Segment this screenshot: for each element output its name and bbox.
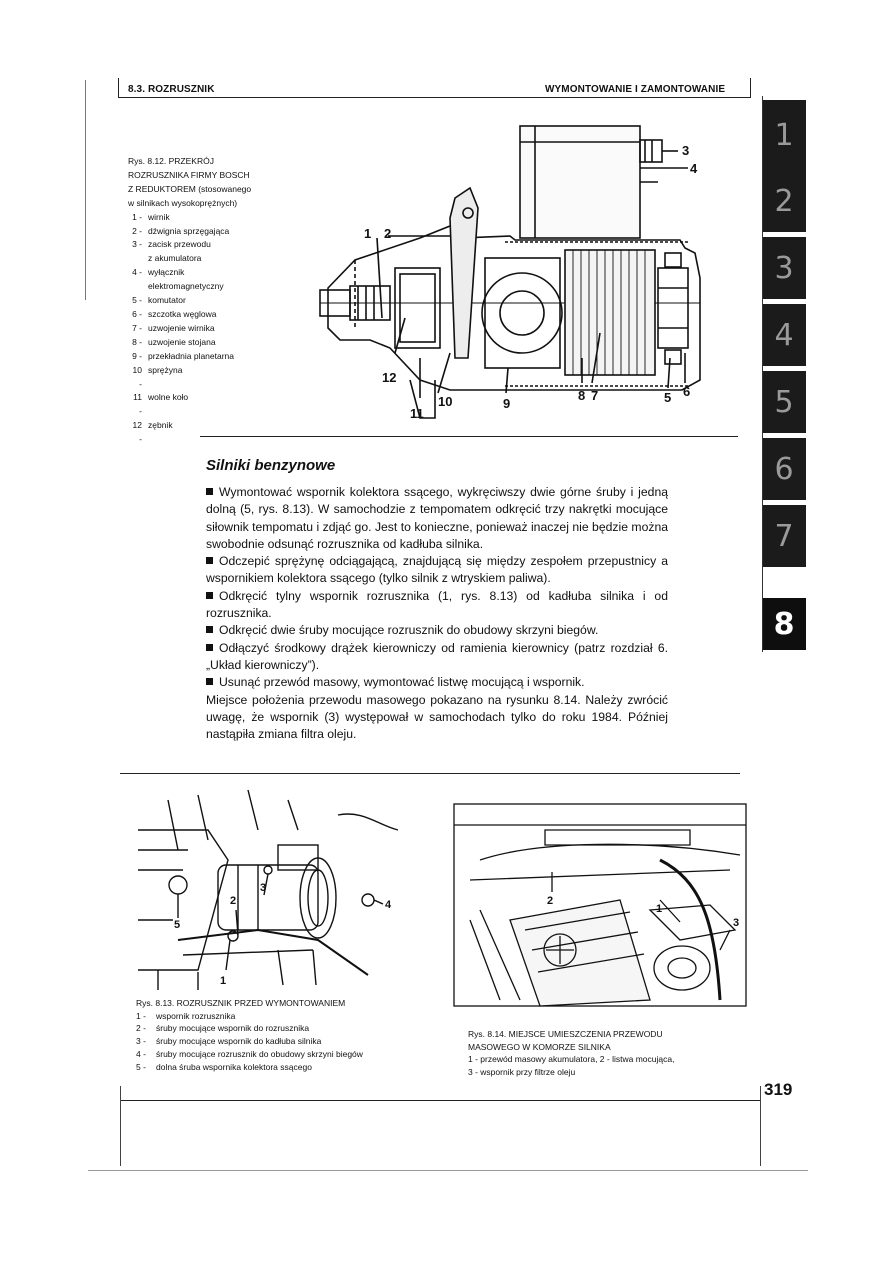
callout-7: 7 [591, 388, 599, 403]
fig-8-12-title-4: w silnikach wysokoprężnych) [128, 197, 238, 208]
step-4-text: Odkręcić dwie śruby mocujące rozrusznik do obudowy skrzyni biegów. [219, 623, 599, 638]
legend-item [128, 266, 288, 280]
bullet-icon [206, 592, 213, 599]
legend-number: 2 - [136, 1023, 146, 1034]
step-2-text: Odczepić sprężynę odciągającą, znajdującą się między zespołem przepustnicy a wspornikiem kolektora ssącego (tylko silnik z wtryskiem paliwa). [206, 554, 668, 586]
legend-item [128, 419, 288, 447]
legend-number [128, 280, 142, 294]
commutator [658, 268, 688, 348]
legend-number: 6 - [132, 308, 142, 319]
legend-number: 3 - [132, 239, 142, 250]
scan-edge-bottom [88, 1170, 808, 1171]
legend-item [128, 280, 288, 294]
legend-text: uzwojenie stojana [148, 336, 216, 347]
terminal-stud [640, 140, 662, 162]
starter-cross-section-drawing [300, 118, 720, 428]
legend-number: 1 - [136, 1010, 146, 1021]
legend-item [128, 391, 288, 419]
chapter-tab-5[interactable]: 5 [762, 371, 806, 433]
legend-number: 1 - [132, 211, 142, 222]
legend-text: zębnik [148, 420, 173, 431]
step-5-text: Odłączyć środkowy drążek kierowniczy od ramienia kierownicy (patrz rozdział 6. „Układ kierowniczy”). [206, 640, 668, 672]
legend-item [128, 336, 288, 350]
legend-text: dźwignia sprzęgająca [148, 225, 230, 236]
legend-text: szczotka węglowa [148, 308, 217, 319]
header-rule [118, 97, 751, 98]
footer-rule-right [760, 1086, 761, 1166]
fig-8-14-title-1: Rys. 8.14. MIEJSCE UMIESZCZENIA PRZEWODU [468, 1029, 663, 1039]
fig-8-13-title: Rys. 8.13. ROZRUSZNIK PRZED WYMONTOWANIEM [136, 998, 346, 1008]
legend-item [128, 211, 288, 225]
armature [565, 250, 655, 375]
legend-item [136, 1010, 436, 1023]
legend-item [128, 294, 288, 308]
callout-5: 5 [664, 390, 672, 405]
legend-text: wirnik [148, 211, 170, 222]
legend-number: 10 - [132, 364, 142, 389]
legend-number: 2 - [132, 225, 142, 236]
legend-item [128, 322, 288, 336]
chapter-tab-2[interactable]: 2 [762, 170, 806, 232]
legend-text: uzwojenie wirnika [148, 322, 215, 333]
fig-8-14-caption [468, 1028, 758, 1079]
header-rule-top-left [118, 78, 119, 98]
legend-text: przekładnia planetarna [148, 350, 235, 361]
callout-11: 11 [410, 406, 424, 421]
legend-number: 5 - [136, 1061, 146, 1072]
bullet-icon [206, 626, 213, 633]
step-3-text: Odkręcić tylny wspornik rozrusznika (1, rys. 8.13) od kadłuba silnika i od rozrusznika. [206, 588, 668, 621]
fig-8-12-caption [128, 155, 288, 447]
page-edge-left [85, 80, 86, 300]
fig-8-12-title-1: Rys. 8.12. PRZEKRÓJ [128, 156, 214, 166]
fig-8-12-title-3: Z REDUKTOREM (stosowanego [128, 183, 252, 194]
step-6 [206, 674, 668, 691]
step-6-text: Usunąć przewód masowy, wymontować listwę mocującą i wspornik. [219, 675, 585, 690]
fig-8-13-caption [136, 997, 436, 1073]
chapter-tab-3[interactable]: 3 [762, 237, 806, 299]
legend-number: 4 - [132, 267, 142, 278]
step-1-text: Wymontować wspornik kolektora ssącego, wykręciwszy dwie górne śruby i jedną dolną (5, rys. 8.13). W samochodzie z tempomatem odkręcić trzy nakrętki mocujące siłownik tempomatu i zdjąć go. Jest to konieczne, ponieważ inaczej nie będzie można swobodnie odsunąć rozrusznika od kadłuba silnika. [206, 485, 668, 551]
legend-item [136, 1048, 436, 1061]
legend-item [136, 1061, 436, 1074]
legend-item [128, 308, 288, 322]
callout-9: 9 [503, 396, 511, 411]
step-5 [206, 640, 668, 675]
step-1 [206, 484, 668, 553]
legend-number [128, 252, 142, 266]
legend-text: z akumulatora [148, 253, 202, 264]
ground-cable [660, 860, 720, 1000]
step-3 [206, 588, 668, 623]
callout-10: 10 [438, 394, 453, 409]
legend-number: 8 - [132, 336, 142, 347]
solenoid-body [520, 126, 640, 238]
section-title: Silniki benzynowe [206, 457, 336, 474]
starter-mounted-drawing [138, 790, 408, 990]
fig-8-14-title-2: MASOWEGO W KOMORZE SILNIKA [468, 1041, 611, 1052]
legend-text: wspornik rozrusznika [156, 1010, 236, 1021]
footer-rule-left [120, 1086, 121, 1166]
legend-item [128, 364, 288, 392]
chapter-tab-6[interactable]: 6 [762, 438, 806, 500]
fig-8-14-legend-1: 1 - przewód masowy akumulatora, 2 - listwa mocująca, [468, 1054, 675, 1065]
callout-6: 6 [683, 384, 691, 399]
callout-8: 8 [578, 388, 586, 403]
fig-8-13-legend [136, 1010, 436, 1074]
bullet-icon [206, 557, 213, 564]
legend-number: 11 - [133, 392, 142, 417]
running-head-right: WYMONTOWANIE I ZAMONTOWANIE [545, 84, 726, 95]
closing-paragraph: Miejsce położenia przewodu masowego pokazano na rysunku 8.14. Należy zwrócić uwagę, że wspornik (3) występował w samochodach tylko do roku 1984. Później nastąpiła zmiana filtra oleju. [206, 692, 668, 742]
callout-2: 2 [230, 895, 237, 907]
legend-number: 9 - [132, 350, 142, 361]
fig-8-12-legend [128, 211, 288, 447]
bullet-icon [206, 678, 213, 685]
page-number: 319 [764, 1080, 793, 1099]
bullet-icon [206, 488, 213, 495]
divider-rule-1 [200, 436, 738, 437]
chapter-tab-7[interactable]: 7 [762, 505, 806, 567]
legend-text: śruby mocujące wspornik do kadłuba silnika [156, 1036, 322, 1047]
chapter-tab-1[interactable]: 1 [762, 100, 806, 170]
section-body [206, 484, 668, 743]
step-4 [206, 622, 668, 639]
oil-filter [654, 946, 710, 990]
fig-8-12-title-2: ROZRUSZNIKA FIRMY BOSCH [128, 169, 250, 180]
legend-text: elektromagnetyczny [148, 281, 224, 292]
legend-item [136, 1035, 436, 1048]
footer-rule [120, 1100, 760, 1101]
legend-item [128, 252, 288, 266]
callout-3: 3 [682, 143, 690, 158]
legend-item [128, 225, 288, 239]
planetary-gear [485, 258, 560, 368]
header-rule-right [750, 78, 751, 98]
callout-2: 2 [547, 895, 554, 907]
step-2 [206, 553, 668, 588]
callout-5: 5 [174, 919, 181, 931]
legend-item [136, 1022, 436, 1035]
fig-8-14-legend-2: 3 - wspornik przy filtrze oleju [468, 1067, 576, 1078]
tab-strip-edge [762, 96, 763, 652]
legend-text: sprężyna [148, 364, 183, 375]
callout-4: 4 [385, 899, 392, 911]
starter-bracket [178, 930, 368, 975]
legend-number: 7 - [132, 322, 142, 333]
chapter-tab-8[interactable]: 8 [762, 598, 806, 650]
callout-1: 1 [220, 975, 227, 987]
callout-3: 3 [260, 882, 267, 894]
legend-text: wyłącznik [148, 267, 185, 278]
callout-1: 1 [364, 226, 372, 241]
legend-item [128, 238, 288, 252]
legend-text: śruby mocujące rozrusznik do obudowy skrzyni biegów [156, 1048, 363, 1059]
legend-text: wolne koło [148, 392, 189, 403]
legend-text: zacisk przewodu [148, 239, 211, 250]
callout-2: 2 [384, 226, 392, 241]
callout-1: 1 [656, 903, 663, 915]
engagement-lever [450, 188, 478, 358]
divider-rule-2 [120, 773, 740, 774]
legend-number: 12 - [132, 420, 142, 445]
callout-4: 4 [690, 161, 698, 176]
legend-text: dolna śruba wspornika kolektora ssącego [156, 1061, 312, 1072]
callout-12: 12 [382, 370, 397, 385]
legend-item [128, 350, 288, 364]
bullet-icon [206, 644, 213, 651]
legend-number: 3 - [136, 1036, 146, 1047]
legend-text: śruby mocujące wspornik do rozrusznika [156, 1023, 310, 1034]
legend-number: 5 - [132, 295, 142, 306]
engine-bay-drawing [450, 800, 750, 1010]
running-head-left: 8.3. ROZRUSZNIK [128, 84, 215, 95]
chapter-tab-4[interactable]: 4 [762, 304, 806, 366]
legend-text: komutator [148, 295, 186, 306]
cylinder-head [510, 900, 650, 1006]
callout-3: 3 [733, 917, 740, 929]
legend-number: 4 - [136, 1048, 146, 1059]
